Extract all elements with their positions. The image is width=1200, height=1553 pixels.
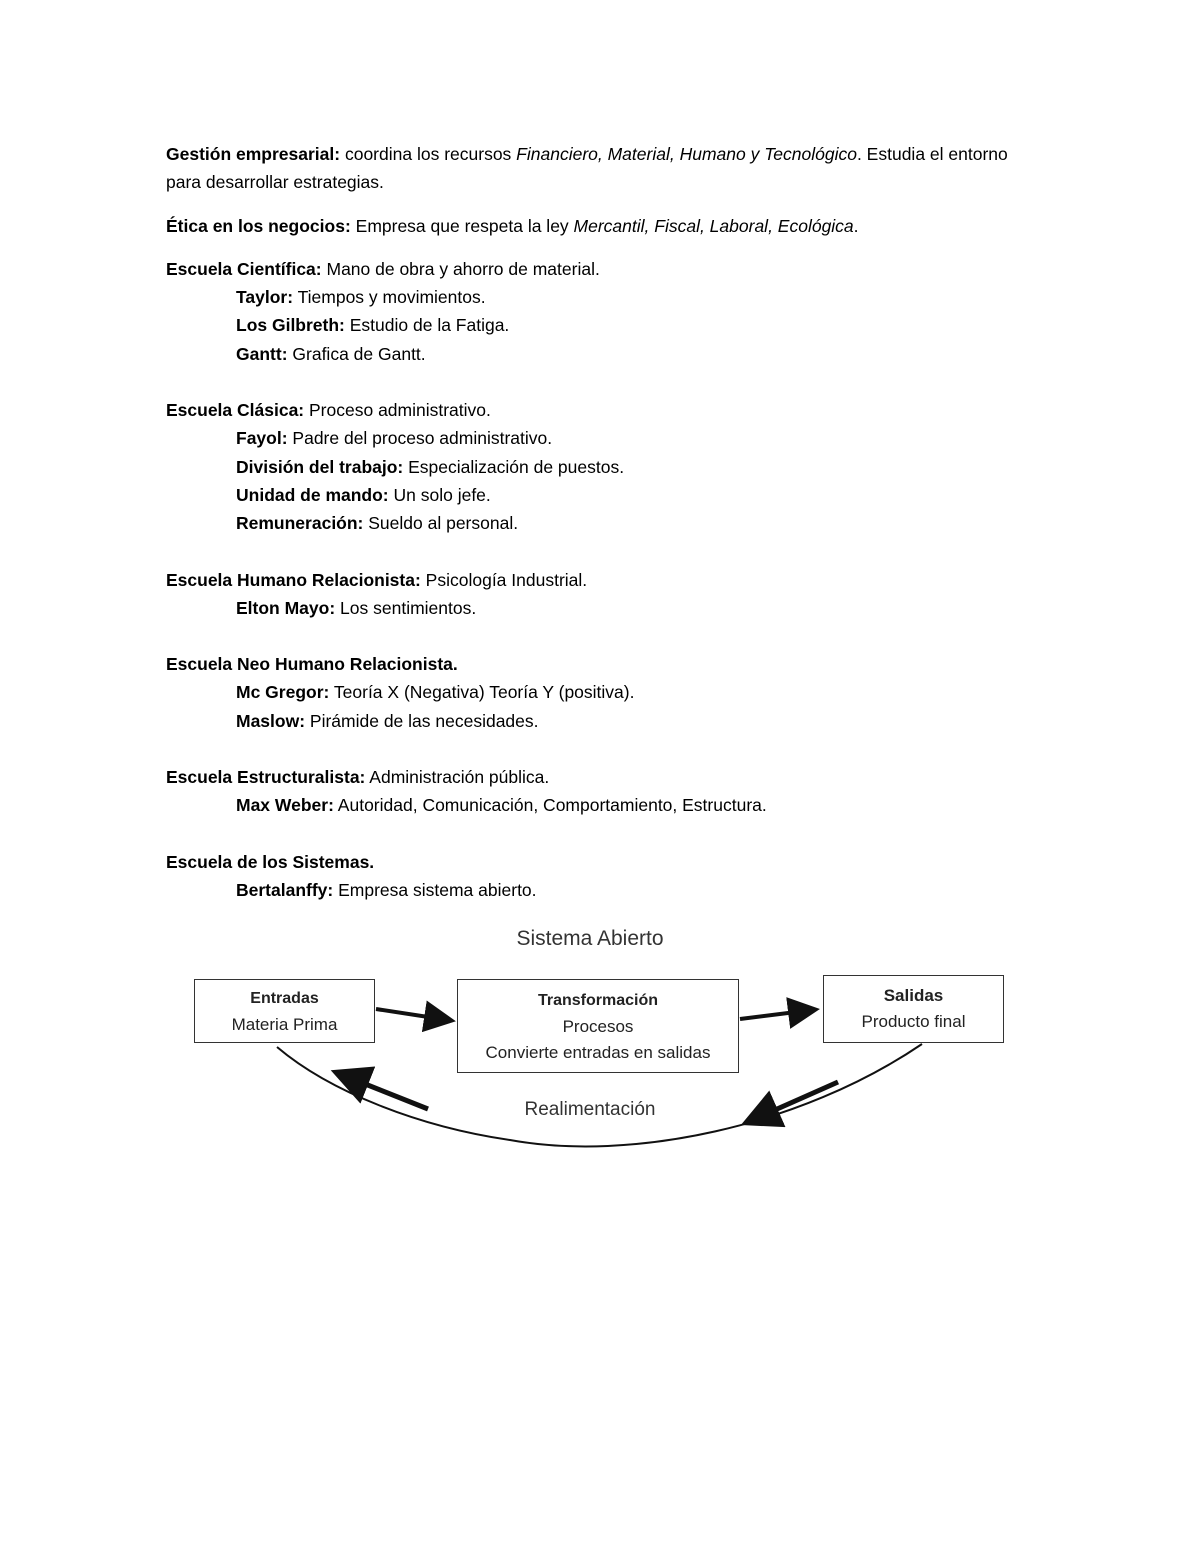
list-item	[166, 509, 1046, 537]
item-term: Max Weber:	[236, 795, 334, 816]
section-escuela-neo-humano-relacionista	[166, 650, 1046, 735]
document-body	[166, 140, 1046, 904]
list-item	[166, 594, 1046, 622]
box-salidas-head: Salidas	[883, 986, 944, 1005]
item-term: Fayol:	[236, 428, 288, 449]
text-gestion-2: . Estudia el entorno para desarrollar estrategias.	[166, 144, 1008, 193]
item-term: Mc Gregor:	[236, 682, 330, 703]
list-item	[166, 791, 1046, 819]
item-desc: Los sentimientos.	[335, 597, 477, 618]
box-salidas	[823, 975, 1004, 1043]
item-desc: Tiempos y movimientos.	[293, 287, 486, 308]
item-desc: Pirámide de las necesidades.	[305, 710, 539, 731]
diagram-title: Sistema Abierto	[516, 927, 664, 950]
item-term: Elton Mayo:	[236, 597, 336, 618]
item-term: División del trabajo:	[236, 456, 404, 477]
box-transformacion-line2: Convierte entradas en salidas	[485, 1043, 711, 1062]
text-etica-1: Empresa que respeta la ley	[350, 215, 574, 236]
text-etica-2: .	[853, 215, 859, 236]
term-etica: Ética en los negocios:	[166, 215, 351, 236]
feedback-arrow-right-segment	[750, 1082, 838, 1121]
term-gestion: Gestión empresarial:	[166, 144, 341, 164]
item-term: Los Gilbreth:	[236, 315, 345, 336]
item-desc: Teoría X (Negativa) Teoría Y (positiva).	[329, 682, 635, 703]
school-heading: Escuela Clásica:	[166, 400, 305, 421]
section-escuela-estructuralista	[166, 763, 1046, 820]
item-desc: Empresa sistema abierto.	[333, 879, 537, 900]
feedback-label: Realimentación	[524, 1099, 656, 1120]
box-salidas-line1: Producto final	[861, 1012, 966, 1031]
school-description: Proceso administrativo.	[304, 400, 491, 421]
list-item	[166, 481, 1046, 509]
box-transformacion-line1: Procesos	[562, 1017, 634, 1036]
school-heading: Escuela Humano Relacionista:	[166, 569, 421, 590]
box-entradas-line1: Materia Prima	[231, 1015, 338, 1034]
box-entradas	[194, 979, 375, 1043]
list-item	[166, 453, 1046, 481]
item-term: Gantt:	[236, 343, 288, 364]
section-escuela-clasica	[166, 396, 1046, 537]
item-term: Bertalanffy:	[236, 879, 334, 900]
feedback-arrow-left-segment	[340, 1074, 428, 1109]
box-entradas-head: Entradas	[250, 990, 319, 1007]
item-desc: Autoridad, Comunicación, Comportamiento, Estructura.	[333, 795, 767, 816]
list-item	[166, 340, 1046, 368]
list-item	[166, 876, 1046, 904]
section-escuela-humano-relacionista	[166, 566, 1046, 623]
list-item	[166, 424, 1046, 452]
paragraph-gestion	[166, 140, 1046, 197]
text-gestion-1: coordina los recursos	[340, 144, 517, 164]
box-transformacion	[457, 979, 739, 1073]
section-escuela-cientifica	[166, 255, 1046, 368]
item-desc: Especialización de puestos.	[403, 456, 625, 477]
arrow-transformacion-to-salidas	[740, 1010, 812, 1019]
item-term: Remuneración:	[236, 513, 364, 534]
list-item	[166, 311, 1046, 339]
list-item	[166, 707, 1046, 735]
item-desc: Sueldo al personal.	[363, 513, 519, 534]
item-term: Taylor:	[236, 287, 294, 308]
item-term: Unidad de mando:	[236, 484, 389, 505]
text-gestion-italic: Financiero, Material, Humano y Tecnológico	[516, 144, 857, 164]
list-item	[166, 283, 1046, 311]
box-transformacion-head: Transformación	[537, 992, 659, 1009]
school-description: Mano de obra y ahorro de material.	[321, 258, 600, 279]
section-escuela-sistemas	[166, 848, 1046, 905]
school-heading: Escuela de los Sistemas.	[166, 851, 375, 872]
item-desc: Estudio de la Fatiga.	[344, 315, 510, 336]
text-etica-italic: Mercantil, Fiscal, Laboral, Ecológica	[573, 215, 854, 236]
paragraph-etica	[166, 212, 1046, 240]
school-heading: Escuela Estructuralista:	[166, 767, 366, 788]
school-heading: Escuela Científica:	[166, 258, 322, 279]
school-description: Administración pública.	[365, 767, 550, 788]
school-heading: Escuela Neo Humano Relacionista.	[166, 654, 458, 675]
arrow-entradas-to-transformacion	[376, 1009, 448, 1020]
item-desc: Padre del proceso administrativo.	[287, 428, 553, 449]
list-item	[166, 678, 1046, 706]
item-desc: Un solo jefe.	[388, 484, 491, 505]
sistema-abierto-diagram	[160, 922, 1040, 1162]
item-term: Maslow:	[236, 710, 306, 731]
item-desc: Grafica de Gantt.	[287, 343, 426, 364]
school-description: Psicología Industrial.	[420, 569, 588, 590]
